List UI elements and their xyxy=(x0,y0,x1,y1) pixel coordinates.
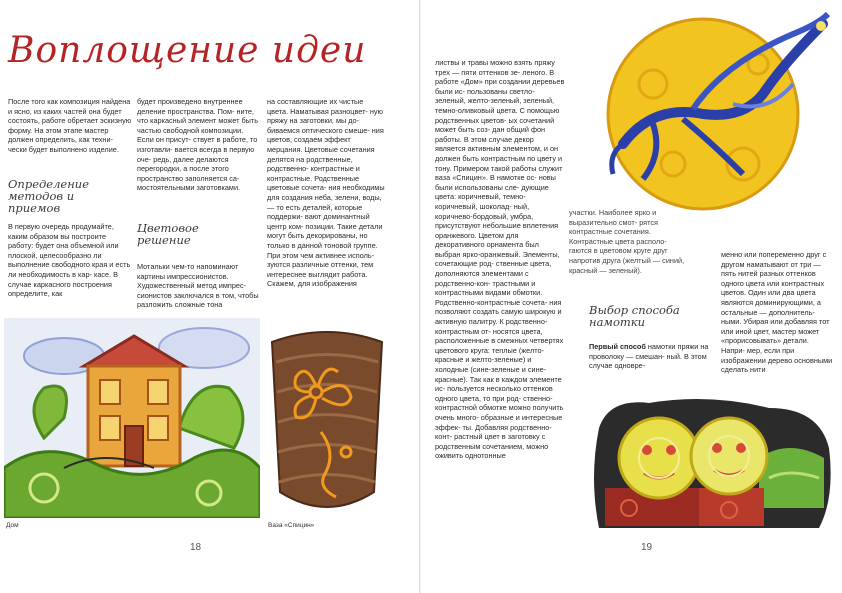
heading-color: Цветовое решение xyxy=(137,221,199,247)
heading-methods: Определение методов и приемов xyxy=(8,177,90,215)
house-artwork xyxy=(4,318,260,518)
caption-house: Дом xyxy=(6,522,19,529)
page-title: Воплощение идеи xyxy=(8,30,367,71)
right-page xyxy=(421,0,842,593)
left-col3-text xyxy=(267,97,385,289)
left-col2-text2 xyxy=(137,262,261,310)
vase-artwork xyxy=(266,322,388,518)
left-col1-text xyxy=(8,97,132,155)
figures-artwork xyxy=(589,388,835,533)
left-col3-paragraph: на составляющие их чистые цвета. Наматывая разноцвет- ную пряжу на заготовки, мы до- биваемся оптического смеше- ния цветов, создаем эффект мерцания. Цветовые сочетания делятся на родственные, родственно- контрастные и контрастные. Родственные цветовые сочета- ния необходимы для создания неба, зелени, воды, — то есть деталей, которые поддержи- вают доминантный центр ком- позиции. Такие детали могут быть декорированы, но только в данной тоновой группе. При этом чем активнее исполь- зуются различные оттенки, тем интереснее выглядит работа. Скажем, для изображения xyxy=(267,97,385,289)
right-col3-paragraph: менно или попеременно друг с другом наматывают от три — пять нитей разных оттенков одного цвета или контрастных цветов. Один или два цвета являются доминирующими, а остальные — дополнитель- ными. Убирая или добавляя тот или иной цвет, мастер может «прорисовывать» детали. Напри- мер, если при изображении дерево основными сделать нити xyxy=(721,250,833,375)
right-col2-paragraph: участки. Наиболее ярко и выразительно смот- рятся контрастные сочетания. Контрастные цвета располо- гаются в цветовом круге друг напротив друга (желтый — синий, красный — зеленый). xyxy=(569,208,685,275)
left-col1-text2 xyxy=(8,222,132,299)
heading-winding: Выбор способа намотки xyxy=(589,303,680,329)
first-way-label: Первый способ xyxy=(589,342,646,351)
left-col1-paragraph: После того как композиция найдена и ясно, из каких частей она будет состоять, работе обретает эскизную форму. На этом этапе мастер должен определить, как техни- чески будет выполнено изделие. xyxy=(8,97,132,154)
left-col2-paragraph2: Мотальки чем-то напоминают картины импрессионистов. Художественный метод импрес- сионистов заключался в том, чтобы разложить сложные тона xyxy=(137,262,259,310)
first-way-text: намотки пряжи на проволоку — смешан- ный. В этом случае одновре- xyxy=(589,342,709,371)
left-col2-paragraph: будет произведено внутреннее деление пространства. Пом- ните, что каркасный элемент может быть частью свободной композиции. Если он присут- ствует в работе, то изготавли- вается всегда в первую оче- редь, далее делаются перегородки, а после этого пространство заполняется са- мостоятельными заготовками. xyxy=(137,97,259,193)
left-col2-text xyxy=(137,97,261,193)
right-col1-paragraph: листвы и травы можно взять пряжу трех — пяти оттенков зе- леного. В работе «Дом» при создании деревьев были ис- пользованы светло-зеленый, желто-зеленый, зеленый, темно-оливковый цвета. С помощью родственных цветов- ых сочетаний может быть соз- дан общий фон работы. В этом случае декор является активным элементом, и он должен быть контрастным по цвету и тону. Примером такой работы служит ваза «Спицин». В намотке ос- новы были использованы сле- дующие цвета: коричневый, темно-коричневый, шоколад- ный, коричнево-бордовый, умбра, присутствуют небольшие вплетения оранжевого. Цветом для декоративного орнамента был выбран ярко-оранжевый. Элементы, сочетающие род- ственные цвета, дополняются элементами с родственно-кон- трастными и контрастными видами обмотки. Родственно-контрастные сочета- ния позволяют создать самую широкую и активную палитру. К родственно-контрастным от- носятся цвета, расположенные в смежных четвертях цветового круга: теплые (желто-красные и желто-зеленые) и холодные (сине-зеленые и сине-красные). Так как в каждом элементе ис- пользуется несколько оттенков одного цвета, то при род- ственно-контрастной обмотке можно получить очень много- образные и интересные эффек- ты. Добавляя родственно-конт- растный цвет в заготовку с родственным сочетанием, можно оживить однотонные xyxy=(435,58,565,461)
left-page xyxy=(0,0,420,593)
right-col1-text xyxy=(435,58,565,461)
left-col1-paragraph2: В первую очередь продумайте, каким образом вы построите работу: будет она объемной или плоской, целесообразно ли выполнение свободного края и есть ли необходимость в кар- касе. В случае каркасного построения определите, как xyxy=(8,222,131,299)
right-col2-text2 xyxy=(589,342,715,371)
page-number-left: 18 xyxy=(190,542,202,553)
right-col2-paragraph2 xyxy=(589,342,715,371)
dragon-sun-artwork xyxy=(593,4,839,214)
right-col2-text xyxy=(569,208,689,275)
caption-vase: Ваза «Спицин» xyxy=(268,522,315,529)
page-number-right: 19 xyxy=(641,542,653,553)
right-col3-text xyxy=(721,250,833,375)
